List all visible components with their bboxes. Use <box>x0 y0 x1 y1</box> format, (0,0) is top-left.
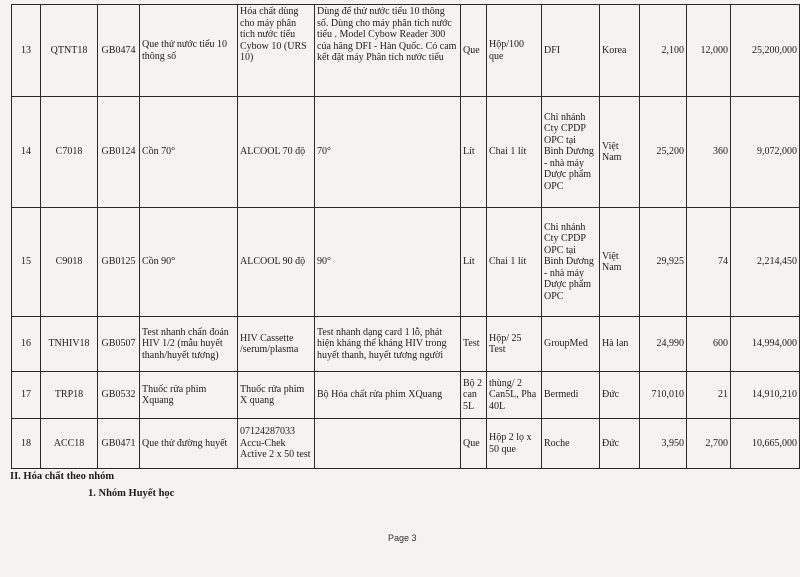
country: Việt Nam <box>600 208 640 317</box>
item-name: Thuốc rửa phim Xquang <box>140 372 238 419</box>
packaging: Chai 1 lít <box>487 208 542 317</box>
trade-name: Hóa chất dùng cho máy phân tích nước tiểu Cybow 10 (URS 10) <box>238 5 315 97</box>
country: Đức <box>600 419 640 469</box>
unit-price: 24,990 <box>640 317 687 372</box>
row-number: 17 <box>12 372 41 419</box>
unit: Lít <box>461 97 487 208</box>
table-row <box>12 317 800 372</box>
unit-price: 29,925 <box>640 208 687 317</box>
packaging: Hộp/100 que <box>487 5 542 97</box>
total-amount: 9,072,000 <box>731 97 800 208</box>
gb-code: GB0124 <box>98 97 140 208</box>
item-name: Cồn 90° <box>140 208 238 317</box>
quantity: 12,000 <box>687 5 731 97</box>
table-row <box>12 372 800 419</box>
item-name: Cồn 70° <box>140 97 238 208</box>
item-code: ACC18 <box>41 419 98 469</box>
manufacturer: Bermedi <box>542 372 600 419</box>
unit: Que <box>461 419 487 469</box>
trade-name: ALCOOL 70 độ <box>238 97 315 208</box>
item-code: C9018 <box>41 208 98 317</box>
gb-code: GB0507 <box>98 317 140 372</box>
quantity: 2,700 <box>687 419 731 469</box>
total-amount: 25,200,000 <box>731 5 800 97</box>
country: Việt Nam <box>600 97 640 208</box>
quantity: 360 <box>687 97 731 208</box>
table-row <box>12 5 800 97</box>
row-number: 15 <box>12 208 41 317</box>
specification: 70° <box>315 97 461 208</box>
item-name: Que thử nước tiểu 10 thông số <box>140 5 238 97</box>
page-number: Page 3 <box>388 533 417 543</box>
group-title: 1. Nhóm Huyết học <box>88 488 175 499</box>
specification: Bộ Hóa chất rửa phim XQuang <box>315 372 461 419</box>
specification: Test nhanh dạng card 1 lỗ, phát hiện kháng thể kháng HIV trong huyết thanh, huyết tương người <box>315 317 461 372</box>
manufacturer: Roche <box>542 419 600 469</box>
quantity: 21 <box>687 372 731 419</box>
unit: Bộ 2 can 5L <box>461 372 487 419</box>
trade-name: 07124287033 Accu-Chek Active 2 x 50 test <box>238 419 315 469</box>
row-number: 18 <box>12 419 41 469</box>
unit-price: 25,200 <box>640 97 687 208</box>
specification: Dùng để thử nước tiểu 10 thông số. Dùng cho máy phân tích nước tiểu . Model Cybow Reader 300 của hãng DFI - Hàn Quốc. Có cam kết đặt máy Phân tích nước tiểu <box>315 5 461 97</box>
item-code: TNHIV18 <box>41 317 98 372</box>
item-name: Test nhanh chẩn đoán HIV 1/2 (mẫu huyết thanh/huyết tương) <box>140 317 238 372</box>
manufacturer: GroupMed <box>542 317 600 372</box>
manufacturer: DFI <box>542 5 600 97</box>
total-amount: 10,665,000 <box>731 419 800 469</box>
total-amount: 2,214,450 <box>731 208 800 317</box>
row-number: 16 <box>12 317 41 372</box>
table-row <box>12 97 800 208</box>
unit: Test <box>461 317 487 372</box>
unit: Lít <box>461 208 487 317</box>
packaging: Chai 1 lít <box>487 97 542 208</box>
item-code: TRP18 <box>41 372 98 419</box>
row-number: 14 <box>12 97 41 208</box>
country: Hà lan <box>600 317 640 372</box>
trade-name: Thuốc rửa phim X quang <box>238 372 315 419</box>
item-code: QTNT18 <box>41 5 98 97</box>
total-amount: 14,910,210 <box>731 372 800 419</box>
country: Korea <box>600 5 640 97</box>
unit-price: 710,010 <box>640 372 687 419</box>
quantity: 600 <box>687 317 731 372</box>
manufacturer: Chi nhánh Cty CPDP OPC tại Bình Dương - nhà máy Dược phẩm OPC <box>542 208 600 317</box>
trade-name: ALCOOL 90 độ <box>238 208 315 317</box>
specification <box>315 419 461 469</box>
item-code: C7018 <box>41 97 98 208</box>
trade-name: HIV Cassette /serum/plasma <box>238 317 315 372</box>
packaging: Hộp 2 lọ x 50 que <box>487 419 542 469</box>
country: Đức <box>600 372 640 419</box>
gb-code: GB0471 <box>98 419 140 469</box>
gb-code: GB0474 <box>98 5 140 97</box>
specification: 90° <box>315 208 461 317</box>
section-title: II. Hóa chất theo nhóm <box>10 471 115 482</box>
total-amount: 14,994,000 <box>731 317 800 372</box>
quantity: 74 <box>687 208 731 317</box>
packaging: Hộp/ 25 Test <box>487 317 542 372</box>
gb-code: GB0125 <box>98 208 140 317</box>
gb-code: GB0532 <box>98 372 140 419</box>
packaging: thùng/ 2 Can5L, Pha 40L <box>487 372 542 419</box>
unit: Que <box>461 5 487 97</box>
unit-price: 2,100 <box>640 5 687 97</box>
manufacturer: Chi nhánh Cty CPDP OPC tại Bình Dương - nhà máy Dược phẩm OPC <box>542 97 600 208</box>
item-name: Que thử đường huyết <box>140 419 238 469</box>
table-row <box>12 419 800 469</box>
unit-price: 3,950 <box>640 419 687 469</box>
table-row <box>12 208 800 317</box>
supply-table <box>11 4 800 469</box>
row-number: 13 <box>12 5 41 97</box>
